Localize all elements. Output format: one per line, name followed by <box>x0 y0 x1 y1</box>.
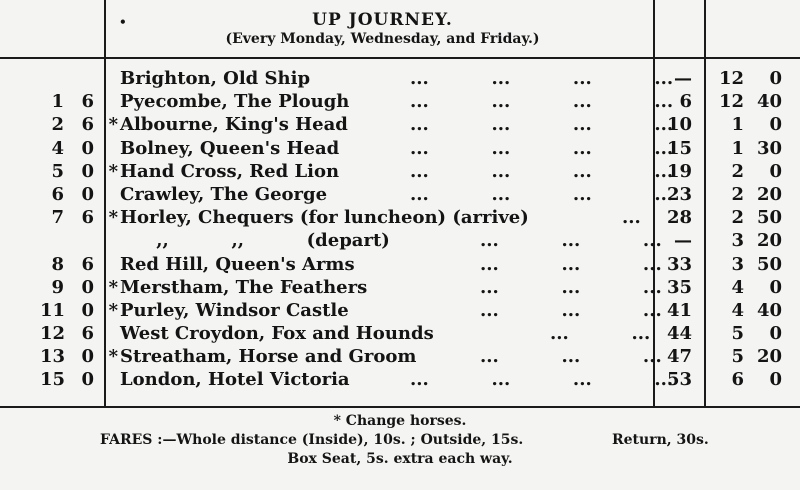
table-row <box>0 67 800 90</box>
time-hour: 1 <box>731 137 744 159</box>
leader-dots: ... ... <box>550 323 651 345</box>
fare-shillings: 11 <box>40 299 66 321</box>
table-row <box>0 90 800 113</box>
fare-shillings: 4 <box>51 137 64 159</box>
time-minute: 50 <box>756 253 782 275</box>
fare-pence: 0 <box>81 369 94 391</box>
leader-dots: ... ... ... ... <box>410 183 674 205</box>
fare-pence: 0 <box>81 276 94 298</box>
miles: 47 <box>666 346 692 368</box>
miles: 28 <box>666 207 692 229</box>
fare-pence: 0 <box>81 160 94 182</box>
fare-shillings: 7 <box>51 207 64 229</box>
leader-dots: ... ... ... <box>480 230 662 252</box>
time-minute: 0 <box>769 276 782 298</box>
stop-name: Pyecombe, The Plough <box>120 91 350 113</box>
fare-pence: 0 <box>81 183 94 205</box>
leader-dots: ... ... ... ... <box>410 369 674 391</box>
leader-dots: ... ... ... ... <box>410 114 674 136</box>
stop-name: Red Hill, Queen's Arms <box>120 253 355 275</box>
stop-name: Crawley, The George <box>120 183 328 205</box>
change-horses-marker: * <box>108 276 118 298</box>
stop-name: Streatham, Horse and Groom <box>120 346 417 368</box>
fare-pence: 0 <box>81 137 94 159</box>
miles: 35 <box>666 276 692 298</box>
change-horses-marker: * <box>108 207 118 229</box>
table-row <box>0 137 800 160</box>
miles: — <box>674 68 692 89</box>
time-hour: 6 <box>731 369 744 391</box>
table-row <box>0 345 800 368</box>
stop-name: London, Hotel Victoria <box>120 369 350 391</box>
leader-dots: ... ... ... ... <box>410 160 674 182</box>
time-minute: 40 <box>756 91 782 113</box>
miles: — <box>674 230 692 252</box>
miles: 23 <box>666 183 692 205</box>
miles: 19 <box>666 160 692 182</box>
time-hour: 12 <box>718 68 744 89</box>
table-row <box>0 253 800 276</box>
table-row <box>0 183 800 206</box>
table-row <box>0 368 800 391</box>
change-horses-note: * Change horses. <box>333 413 467 429</box>
stop-name: West Croydon, Fox and Hounds <box>120 323 434 345</box>
table-row <box>0 299 800 322</box>
fare-shillings: 15 <box>40 369 66 391</box>
time-hour: 3 <box>731 230 744 252</box>
page-title: UP JOURNEY. <box>312 10 453 30</box>
fare-shillings: 1 <box>51 91 64 113</box>
time-hour: 4 <box>731 276 744 298</box>
stop-name: Purley, Windsor Castle <box>120 299 349 321</box>
fare-shillings: 9 <box>51 276 64 298</box>
rule-header <box>0 57 800 59</box>
miles: 44 <box>666 323 692 345</box>
miles: 41 <box>666 299 692 321</box>
change-horses-marker: * <box>108 346 118 368</box>
miles: 33 <box>666 253 692 275</box>
time-hour: 1 <box>731 114 744 136</box>
time-hour: 2 <box>731 160 744 182</box>
time-minute: 0 <box>769 160 782 182</box>
leader-dots: ... <box>622 207 641 229</box>
fare-shillings: 13 <box>40 346 66 368</box>
time-minute: 20 <box>756 230 782 252</box>
leader-dots: ... ... ... ... <box>410 68 674 89</box>
time-hour: 5 <box>731 323 744 345</box>
fare-pence: 6 <box>81 91 94 113</box>
time-minute: 30 <box>756 137 782 159</box>
table-row <box>0 206 800 229</box>
change-horses-marker: * <box>108 160 118 182</box>
time-hour: 5 <box>731 346 744 368</box>
leader-dots: ... ... ... <box>480 253 662 275</box>
header-bullet: • <box>119 15 127 29</box>
table-row <box>0 229 800 252</box>
time-minute: 50 <box>756 207 782 229</box>
fare-shillings: 12 <box>40 323 66 345</box>
stop-name: Horley, Chequers (for luncheon) (arrive) <box>120 207 529 229</box>
fare-pence: 0 <box>81 299 94 321</box>
box-seat-line: Box Seat, 5s. extra each way. <box>287 451 513 467</box>
time-minute: 40 <box>756 299 782 321</box>
miles: 10 <box>666 114 692 136</box>
time-hour: 4 <box>731 299 744 321</box>
fare-pence: 6 <box>81 207 94 229</box>
page-subtitle: (Every Monday, Wednesday, and Friday.) <box>225 31 540 47</box>
fare-pence: 6 <box>81 114 94 136</box>
stop-name: ,, ,, (depart) <box>150 230 390 252</box>
stop-name: Merstham, The Feathers <box>120 276 368 298</box>
return-fare: Return, 30s. <box>612 432 709 448</box>
table-row <box>0 322 800 345</box>
table-row <box>0 276 800 299</box>
time-hour: 2 <box>731 207 744 229</box>
rule-footer <box>0 406 800 408</box>
miles: 53 <box>666 369 692 391</box>
leader-dots: ... ... ... <box>480 276 662 298</box>
fare-pence: 6 <box>81 323 94 345</box>
stop-name: Hand Cross, Red Lion <box>120 160 340 182</box>
table-row <box>0 113 800 136</box>
timetable-rows <box>0 67 800 392</box>
stop-name: Brighton, Old Ship <box>120 68 311 89</box>
fare-shillings: 5 <box>51 160 64 182</box>
time-minute: 0 <box>769 369 782 391</box>
fares-line: FARES :—Whole distance (Inside), 10s. ; Outside, 15s. <box>100 432 524 448</box>
miles: 6 <box>679 91 692 113</box>
stop-name: Bolney, Queen's Head <box>120 137 340 159</box>
time-minute: 20 <box>756 183 782 205</box>
time-minute: 0 <box>769 114 782 136</box>
miles: 15 <box>666 137 692 159</box>
fare-pence: 0 <box>81 346 94 368</box>
fare-shillings: 8 <box>51 253 64 275</box>
table-row <box>0 160 800 183</box>
leader-dots: ... ... ... ... <box>410 137 674 159</box>
time-minute: 20 <box>756 346 782 368</box>
leader-dots: ... ... ... ... <box>410 91 674 113</box>
time-hour: 3 <box>731 253 744 275</box>
leader-dots: ... ... ... <box>480 299 662 321</box>
change-horses-marker: * <box>108 299 118 321</box>
time-minute: 0 <box>769 323 782 345</box>
change-horses-marker: * <box>108 114 118 136</box>
fare-shillings: 6 <box>51 183 64 205</box>
time-minute: 0 <box>769 68 782 89</box>
fare-shillings: 2 <box>51 114 64 136</box>
fare-pence: 6 <box>81 253 94 275</box>
time-hour: 12 <box>718 91 744 113</box>
leader-dots: ... ... ... <box>480 346 662 368</box>
stop-name: Albourne, King's Head <box>120 114 348 136</box>
time-hour: 2 <box>731 183 744 205</box>
